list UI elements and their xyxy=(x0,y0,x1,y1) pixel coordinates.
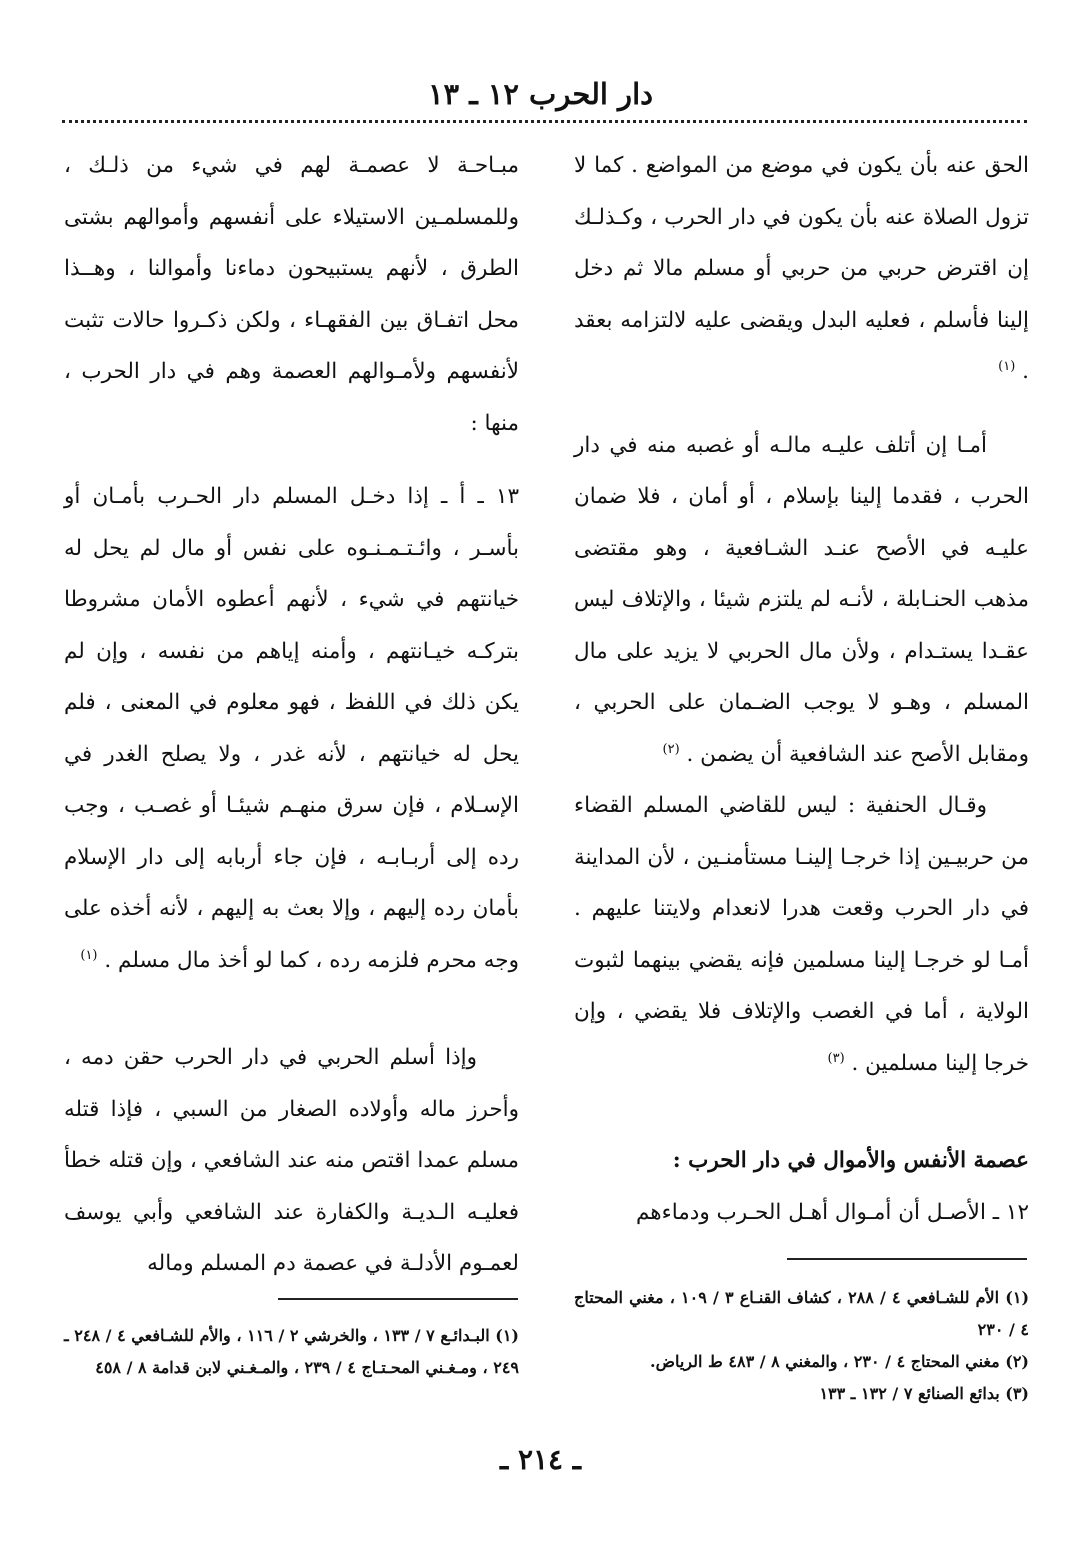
right-paragraph-2 xyxy=(574,420,1029,781)
header-dotted-rule xyxy=(62,120,1027,123)
footnote-divider-left xyxy=(278,1298,518,1300)
footnotes-right xyxy=(574,1282,1029,1410)
footnote-item: (١) الأم للشـافعي ٤ / ٢٨٨ ، كشاف القنـاع ٣ / ١٠٩ ، مغني المحتاج ٤ / ٢٣٠ xyxy=(574,1288,1030,1339)
right-paragraph-4: ١٢ ـ الأصـل أن أمـوال أهـل الحـرب ودماءهم xyxy=(635,1199,1029,1225)
page-number: ـ ٢١٤ ـ xyxy=(499,1443,582,1476)
left-column xyxy=(64,140,519,1290)
right-paragraph-1 xyxy=(574,140,1029,398)
footnote-divider-right xyxy=(787,1258,1027,1260)
footnote-ref[interactable]: (١) xyxy=(998,358,1016,374)
section-heading: عصمة الأنفس والأموال في دار الحرب : xyxy=(672,1148,1029,1173)
left-paragraph-2-text: ١٣ ـ أ ـ إذا دخـل المسلم دار الحـرب بأمـان أو بأسـر ، وائـتـمـنـوه على نفس أو مال لم يحل له خيانتهم في شيء ، لأنهم أعطوه الأمان مشروطا بتركـه خيـانتهم ، وأمنه إياهم من نفسه ، وإن لم يكن ذلك في اللفظ ، فهو معلوم في المعنى ، فلم يحل له خيانتهم ، لأنه غدر ، ولا يصلح الغدر في الإسـلام ، فإن سرق منهـم شيئـا أو غصـب ، وجب رده إلى أربـابـه ، فإن جاء أربابه إلى دار الإسلام بأمان رده إليهم ، وإلا بعث به إليهم ، لأنه أخذه على وجه محرم فلزمه رده ، كما لو أخذ مال مسلم . xyxy=(64,484,519,973)
left-paragraph-3: وإذا أسلم الحربي في دار الحرب حقن دمه ، وأحرز ماله وأولاده الصغار من السبي ، فإذا قتله مسلم عمدا اقتص منه عند الشافعي ، وإن قتله خطأ فعليـه الـديـة والكفارة عند الشافعي وأبي يوسف لعمـوم الأدلـة في عصمة دم المسلم وماله xyxy=(64,1045,519,1276)
footnotes-left xyxy=(64,1320,519,1384)
footnote-item: (٢) مغني المحتاج ٤ / ٢٣٠ ، والمغني ٨ / ٤٨٣ ط الرياض. xyxy=(650,1352,1029,1371)
footnote-ref[interactable]: (١) xyxy=(80,947,98,963)
left-paragraph-1: مبـاحـة لا عصمـة لهم في شيء من ذلـك ، وللمسلمـين الاستيلاء على أنفسهم وأموالهم بشتى الطرق ، لأنهم يستبيحون دماءنا وأموالنا ، وهــذا محل اتفـاق بين الفقهـاء ، ولكن ذكـروا حالات تثبت لأنفسهم ولأمـوالهم العصمة وهم في دار الحرب ، منها : xyxy=(64,153,519,436)
right-paragraph-3-text: وقـال الحنفية : ليس للقاضي المسلم القضاء من حربيـين إذا خرجـا إلينـا مستأمنـين ، لأن المداينة في دار الحرب وقعت هدرا لانعدام ولايتنا عليهم . أمـا لو خرجـا إلينا مسلمين فإنه يقضي بينهما لثبوت الولاية ، أما في الغصب والإتلاف فلا يقضي ، وإن خرجا إلينا مسلمين . xyxy=(574,793,1029,1076)
right-paragraph-2-text: أمـا إن أتلف عليـه مالـه أو غصبه منه في دار الحرب ، فقدما إلينا بإسلام ، أو أمان ، فلا ضمان عليـه في الأصح عنـد الشـافعية ، وهو مقتضى مذهب الحنـابلة ، لأنـه لم يلتزم شيئا ، والإتلاف ليس عقـدا يستـدام ، ولأن مال الحربي لا يزيد على مال المسلم ، وهـو لا يوجب الضـمان على الحربي ، ومقابل الأصح عند الشافعية أن يضمن . xyxy=(574,432,1029,767)
right-column xyxy=(574,140,1029,1238)
right-paragraph-1-text: الحق عنه بأن يكون في موضع من المواضع . كما لا تزول الصلاة عنه بأن يكون في دار الحرب ، وكـذلـك إن اقترض حربي من حربي أو مسلم مالا ثم دخل إلينا فأسلم ، فعليه البدل ويقضى عليه لالتزامه بعقد . xyxy=(574,153,1029,384)
footnote-ref[interactable]: (٢) xyxy=(662,741,680,757)
footnote-ref[interactable]: (٣) xyxy=(827,1050,845,1066)
left-paragraph-2 xyxy=(64,471,519,986)
page-title: دار الحرب ١٢ ـ ١٣ xyxy=(427,77,654,111)
footnote-item: (٣) بدائع الصنائع ٧ / ١٣٢ ـ ١٣٣ xyxy=(819,1384,1029,1403)
footnote-item: (١) البـدائـع ٧ / ١٣٣ ، والخرشي ٢ / ١١٦ ، والأم للشـافعي ٤ / ٢٤٨ ـ ٢٤٩ ، ومـغـني المحـتـاج ٤ / ٢٣٩ ، والمـغـني لابن قدامة ٨ / ٤٥٨ xyxy=(64,1326,519,1377)
right-paragraph-3 xyxy=(574,780,1029,1089)
